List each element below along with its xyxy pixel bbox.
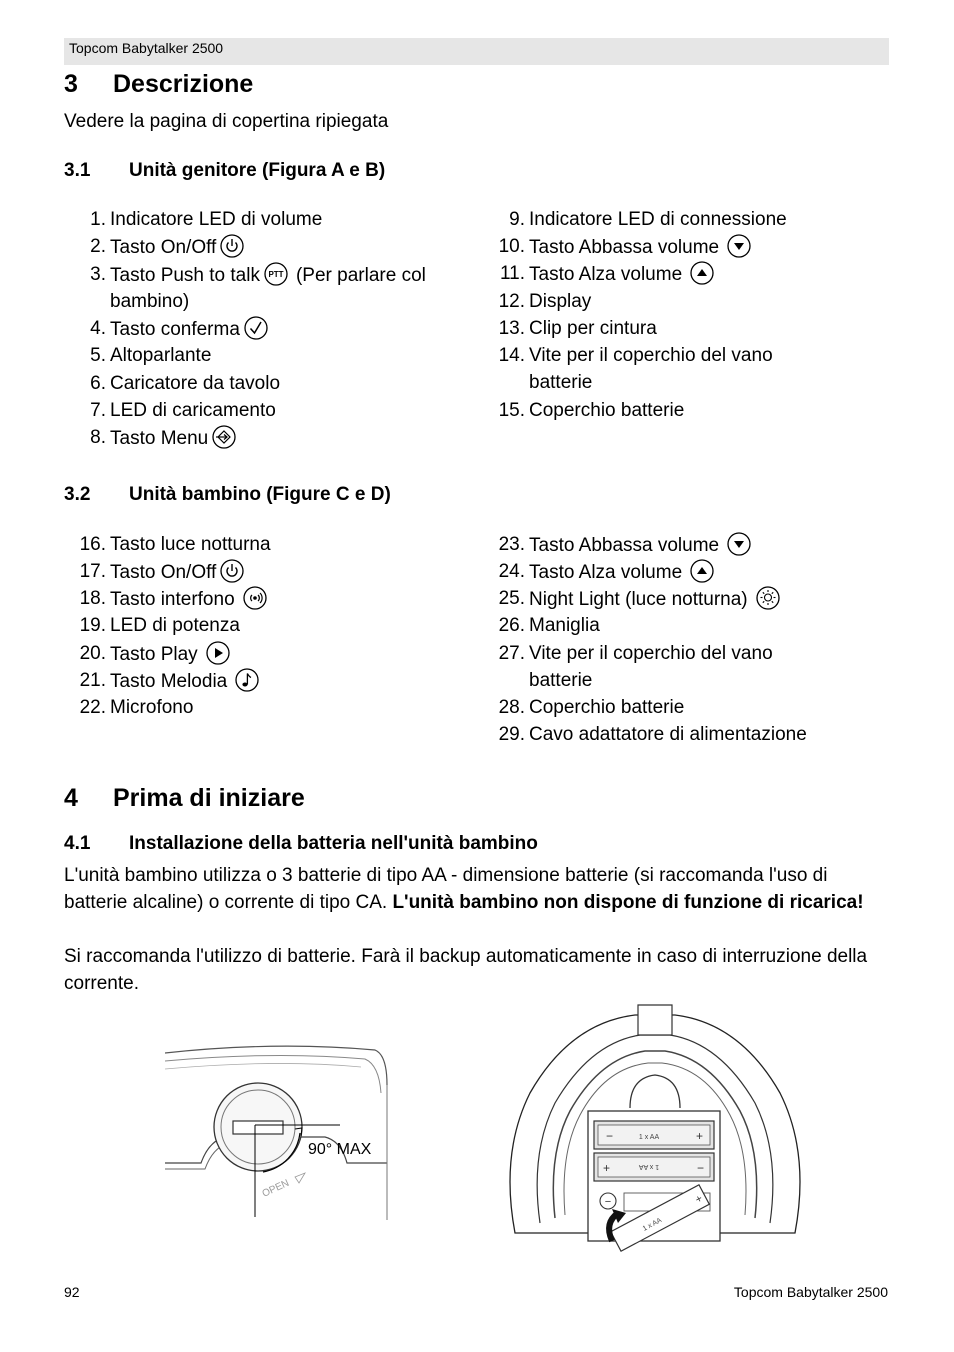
list-item: 2. Tasto On/Off	[110, 236, 244, 260]
battery-paragraph-1: L'unità bambino utilizza o 3 batterie di tipo AA - dimensione batterie (si raccomanda l'uso di batterie alcaline) o corrente di tipo CA. L'unità bambino non dispone di funzione di ricarica!	[64, 865, 864, 913]
melody-icon	[235, 668, 259, 692]
list-item: 17. Tasto On/Off	[110, 561, 244, 585]
volume-up-icon	[690, 559, 714, 583]
section-4-1-number: 4.1	[64, 833, 91, 854]
battery-paragraph-2: Si raccomanda l'utilizzo di batterie. Farà il backup automaticamente in caso di interruzione della corrente.	[64, 946, 868, 994]
section-4-title: Prima di iniziare	[113, 784, 305, 812]
list-item: 13. Clip per cintura	[498, 318, 657, 339]
menu-icon	[212, 425, 236, 449]
section-4-number: 4	[64, 784, 78, 812]
svg-text:+: +	[603, 1161, 611, 1175]
list-item: 4. Tasto conferma	[110, 318, 268, 342]
list-item: 10. Tasto Abbassa volume	[529, 236, 751, 260]
section-3-2-number: 3.2	[64, 484, 91, 505]
max-angle-label: 90° MAX	[308, 1141, 372, 1158]
ptt-icon	[264, 262, 288, 286]
list-item: 3. Tasto Push to talk PTT (Per parlare col	[90, 264, 426, 287]
list-item: 21. Tasto Melodia	[110, 670, 259, 694]
list-item: 27. Vite per il coperchio del vano	[498, 643, 773, 664]
list-item: 16. Tasto luce notturna	[79, 534, 271, 555]
check-icon	[244, 316, 268, 340]
list-item: 29. Cavo adattatore di alimentazione	[498, 724, 807, 745]
footer-title: Topcom Babytalker 2500	[733, 1284, 888, 1300]
play-icon	[206, 641, 230, 665]
section-3-1-title: Unità genitore (Figura A e B)	[129, 160, 386, 181]
night-light-icon	[756, 586, 780, 610]
running-header-title: Topcom Babytalker 2500	[69, 40, 224, 56]
list-item: 24. Tasto Alza volume	[529, 561, 714, 585]
battery-label: 1 x AA	[638, 1163, 660, 1170]
battery-compartment-figure	[500, 1003, 810, 1253]
open-label: OPEN	[260, 1177, 291, 1200]
list-item: 12. Display	[498, 291, 592, 312]
volume-up-icon	[690, 261, 714, 285]
running-header	[64, 38, 889, 65]
section-3-title: Descrizione	[113, 70, 254, 98]
list-item: 5. Altoparlante	[90, 345, 212, 366]
list-item: 9. Indicatore LED di connessione	[509, 209, 787, 230]
list-item: 11. Tasto Alza volume	[529, 263, 714, 287]
list-item: 22. Microfono	[79, 697, 194, 718]
svg-text:+: +	[696, 1129, 704, 1143]
section-4-1-title: Installazione della batteria nell'unità bambino	[129, 833, 538, 854]
svg-text:−: −	[606, 1129, 614, 1143]
intercom-icon	[243, 586, 267, 610]
list-item: 25. Night Light (luce notturna)	[529, 588, 780, 612]
section-3-1-number: 3.1	[64, 160, 91, 181]
battery-cover-rotation-figure	[165, 1045, 390, 1220]
list-item: 26. Maniglia	[498, 615, 600, 636]
list-item: 6. Caricatore da tavolo	[90, 373, 281, 394]
volume-down-icon	[727, 532, 751, 556]
list-item: 28. Coperchio batterie	[498, 697, 685, 718]
section-3-number: 3	[64, 70, 78, 98]
battery-label: 1 x AA	[638, 1134, 660, 1141]
battery-label: 1 x AA	[641, 1217, 663, 1233]
section-3-2-title: Unità bambino (Figure C e D)	[129, 484, 391, 505]
section-3-intro: Vedere la pagina di copertina ripiegata	[64, 111, 389, 132]
list-item: 1. Indicatore LED di volume	[90, 209, 323, 230]
svg-text:PTT: PTT	[268, 270, 284, 279]
list-item: 15. Coperchio batterie	[498, 400, 685, 421]
volume-down-icon	[727, 234, 751, 258]
list-item-continuation: bambino)	[110, 291, 190, 312]
page-number: 92	[64, 1284, 80, 1300]
list-item-continuation: batterie	[529, 372, 593, 393]
list-item: 14. Vite per il coperchio del vano	[498, 345, 773, 366]
svg-text:+: +	[693, 1192, 705, 1207]
list-item: 19. LED di potenza	[79, 615, 240, 636]
list-item: 18. Tasto interfono	[110, 588, 267, 612]
power-icon	[220, 234, 244, 258]
list-item-continuation: batterie	[529, 670, 593, 691]
svg-text:−: −	[697, 1161, 705, 1175]
list-item: 23. Tasto Abbassa volume	[529, 534, 751, 558]
list-item: 7. LED di caricamento	[90, 400, 276, 421]
list-item: 8. Tasto Menu	[110, 427, 236, 451]
svg-text:−: −	[604, 1196, 612, 1208]
battery-warning: L'unità bambino non dispone di funzione di ricarica!	[392, 892, 864, 913]
list-item: 20. Tasto Play	[110, 643, 230, 667]
power-icon	[220, 559, 244, 583]
